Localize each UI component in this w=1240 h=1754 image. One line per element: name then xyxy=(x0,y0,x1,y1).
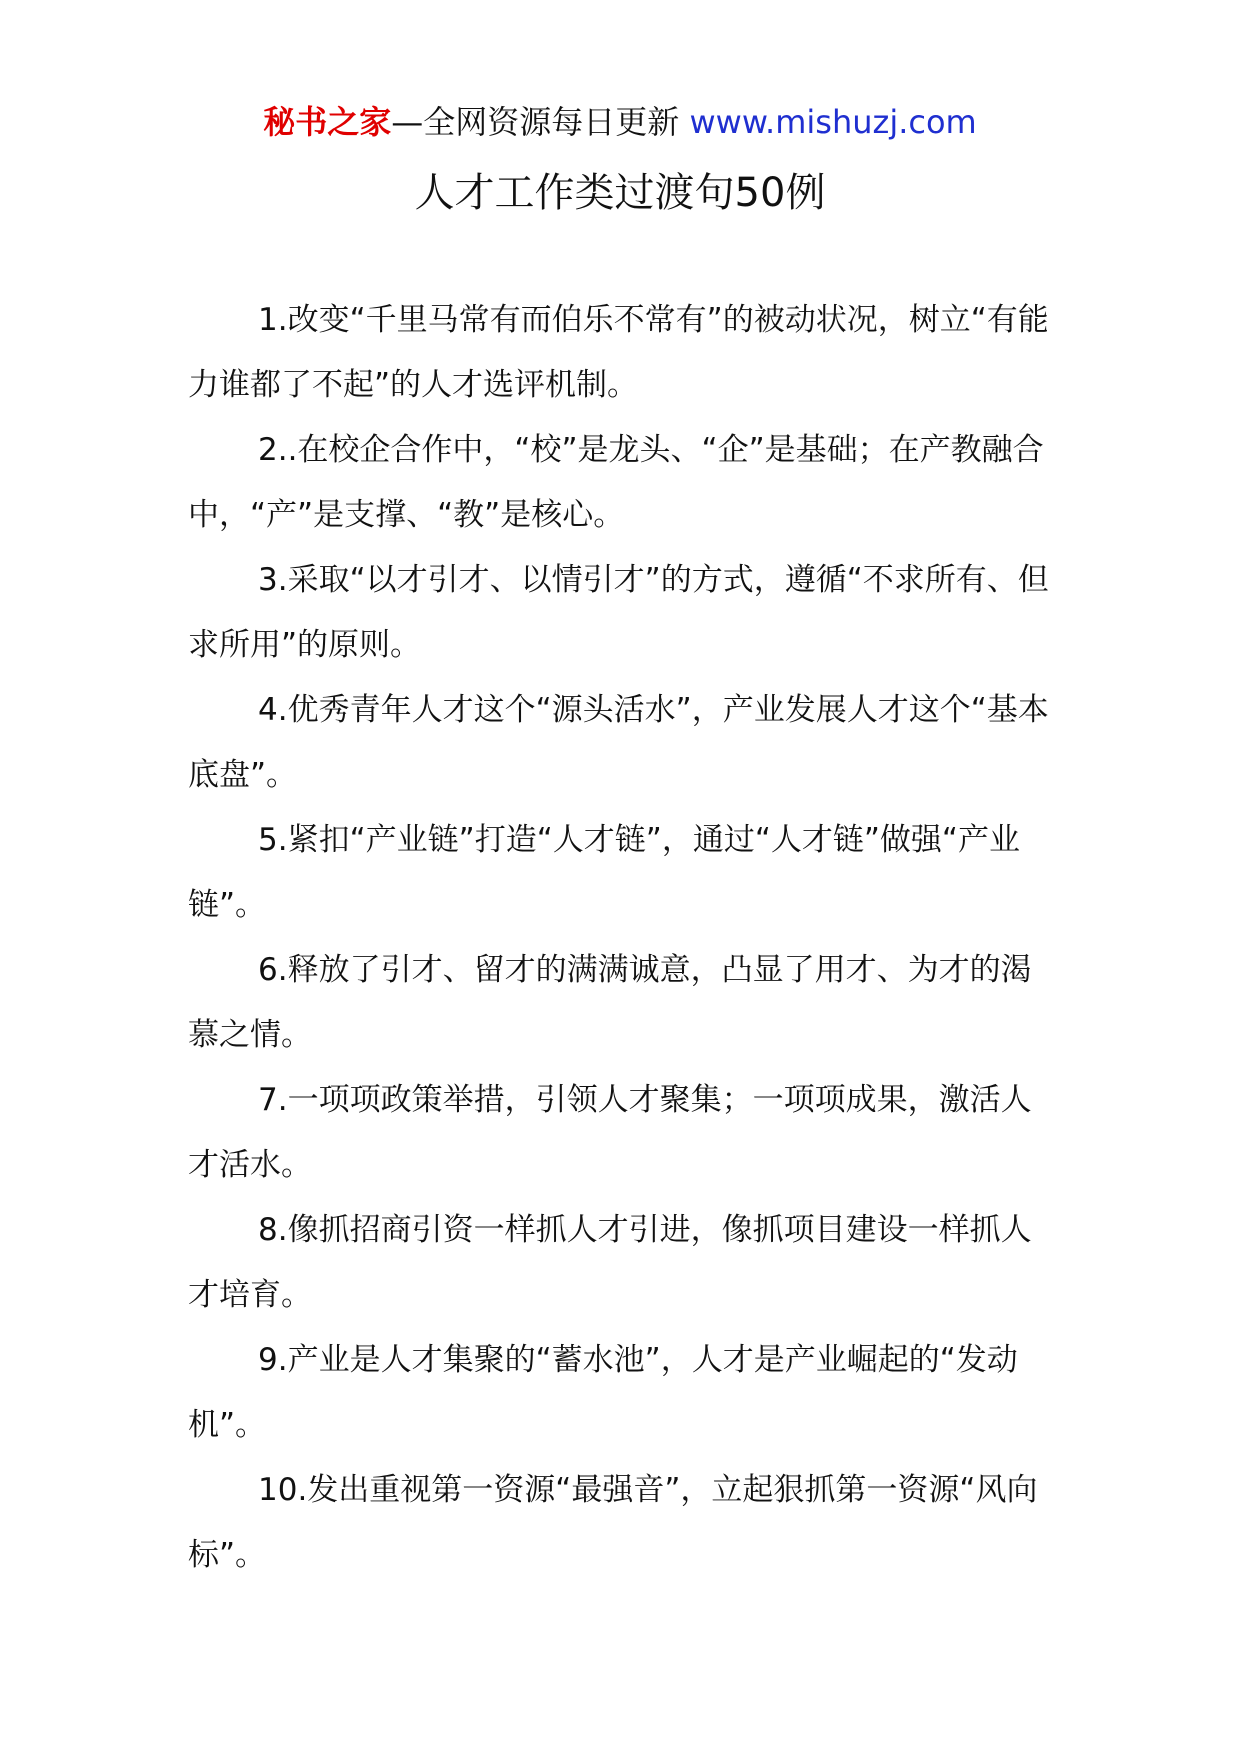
list-item: 3.采取“以才引才、以情引才”的方式，遵循“不求所有、但求所用”的原则。 xyxy=(188,562,1049,663)
list-item: 8.像抓招商引资一样抓人才引进，像抓项目建设一样抓人才培育。 xyxy=(188,1212,1032,1313)
site-url-link[interactable]: www.mishuzj.com xyxy=(689,103,977,141)
list-item: 1.改变“千里马常有而伯乐不常有”的被动状况，树立“有能力谁都了不起”的人才选评机制。 xyxy=(188,302,1049,403)
list-item: 10.发出重视第一资源“最强音”，立起狠抓第一资源“风向标”。 xyxy=(188,1472,1038,1573)
brand-name: 秘书之家 xyxy=(263,103,392,141)
document-title: 人才工作类过渡句50例 xyxy=(414,170,826,216)
list-item: 7.一项项政策举措，引领人才聚集；一项项成果，激活人才活水。 xyxy=(188,1082,1032,1183)
site-header xyxy=(0,100,1240,144)
list-item: 6.释放了引才、留才的满满诚意，凸显了用才、为才的渴慕之情。 xyxy=(188,952,1032,1053)
list-item: 5.紧扣“产业链”打造“人才链”，通过“人才链”做强“产业链”。 xyxy=(188,822,1020,923)
list-item: 2..在校企合作中，“校”是龙头、“企”是基础；在产教融合中，“产”是支撑、“教”是核心。 xyxy=(188,432,1044,533)
list-item: 9.产业是人才集聚的“蓄水池”，人才是产业崛起的“发动机”。 xyxy=(188,1342,1018,1443)
document-body xyxy=(188,288,1056,1588)
list-item: 4.优秀青年人才这个“源头活水”，产业发展人才这个“基本底盘”。 xyxy=(188,692,1049,793)
site-slogan: —全网资源每日更新 xyxy=(391,103,680,141)
